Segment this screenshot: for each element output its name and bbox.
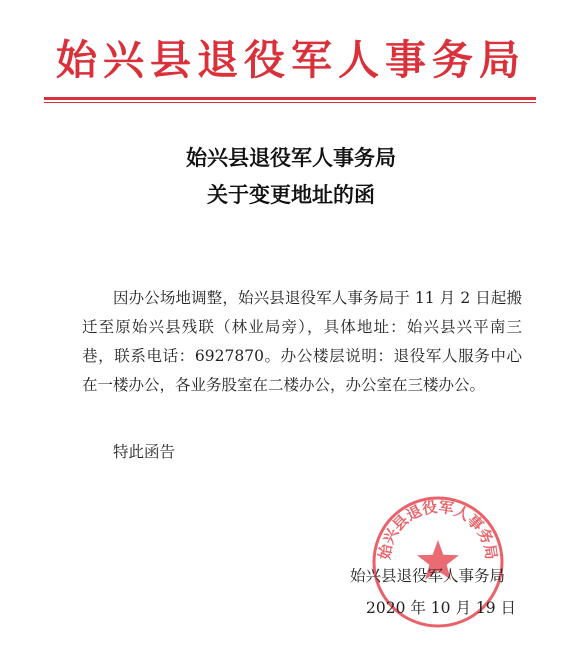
document-title-line1: 始兴县退役军人事务局 [186,145,396,170]
masthead-title: 始兴县退役军人事务局 [56,36,526,84]
masthead-rule-thin [44,102,536,103]
document-title-line2: 关于变更地址的函 [207,182,375,207]
signature-organization: 始兴县退役军人事务局 [350,567,506,585]
masthead-rule-thick [44,97,536,100]
document-body: 因办公场地调整，始兴县退役军人事务局于 11 月 2 日起搬迁至原始兴县残联（林业局旁），具体地址：始兴县兴平南三巷，联系电话：6927870。办公楼层说明：退役军人服务中心在一楼办公，各业务股室在二楼办公，办公室在三楼办公。 [82,289,522,394]
seal-text: 始兴县退役军人事务局 [375,497,501,561]
document-closing: 特此函告 [113,443,176,461]
signature-date: 2020 年 10 月 19 日 [366,599,517,617]
